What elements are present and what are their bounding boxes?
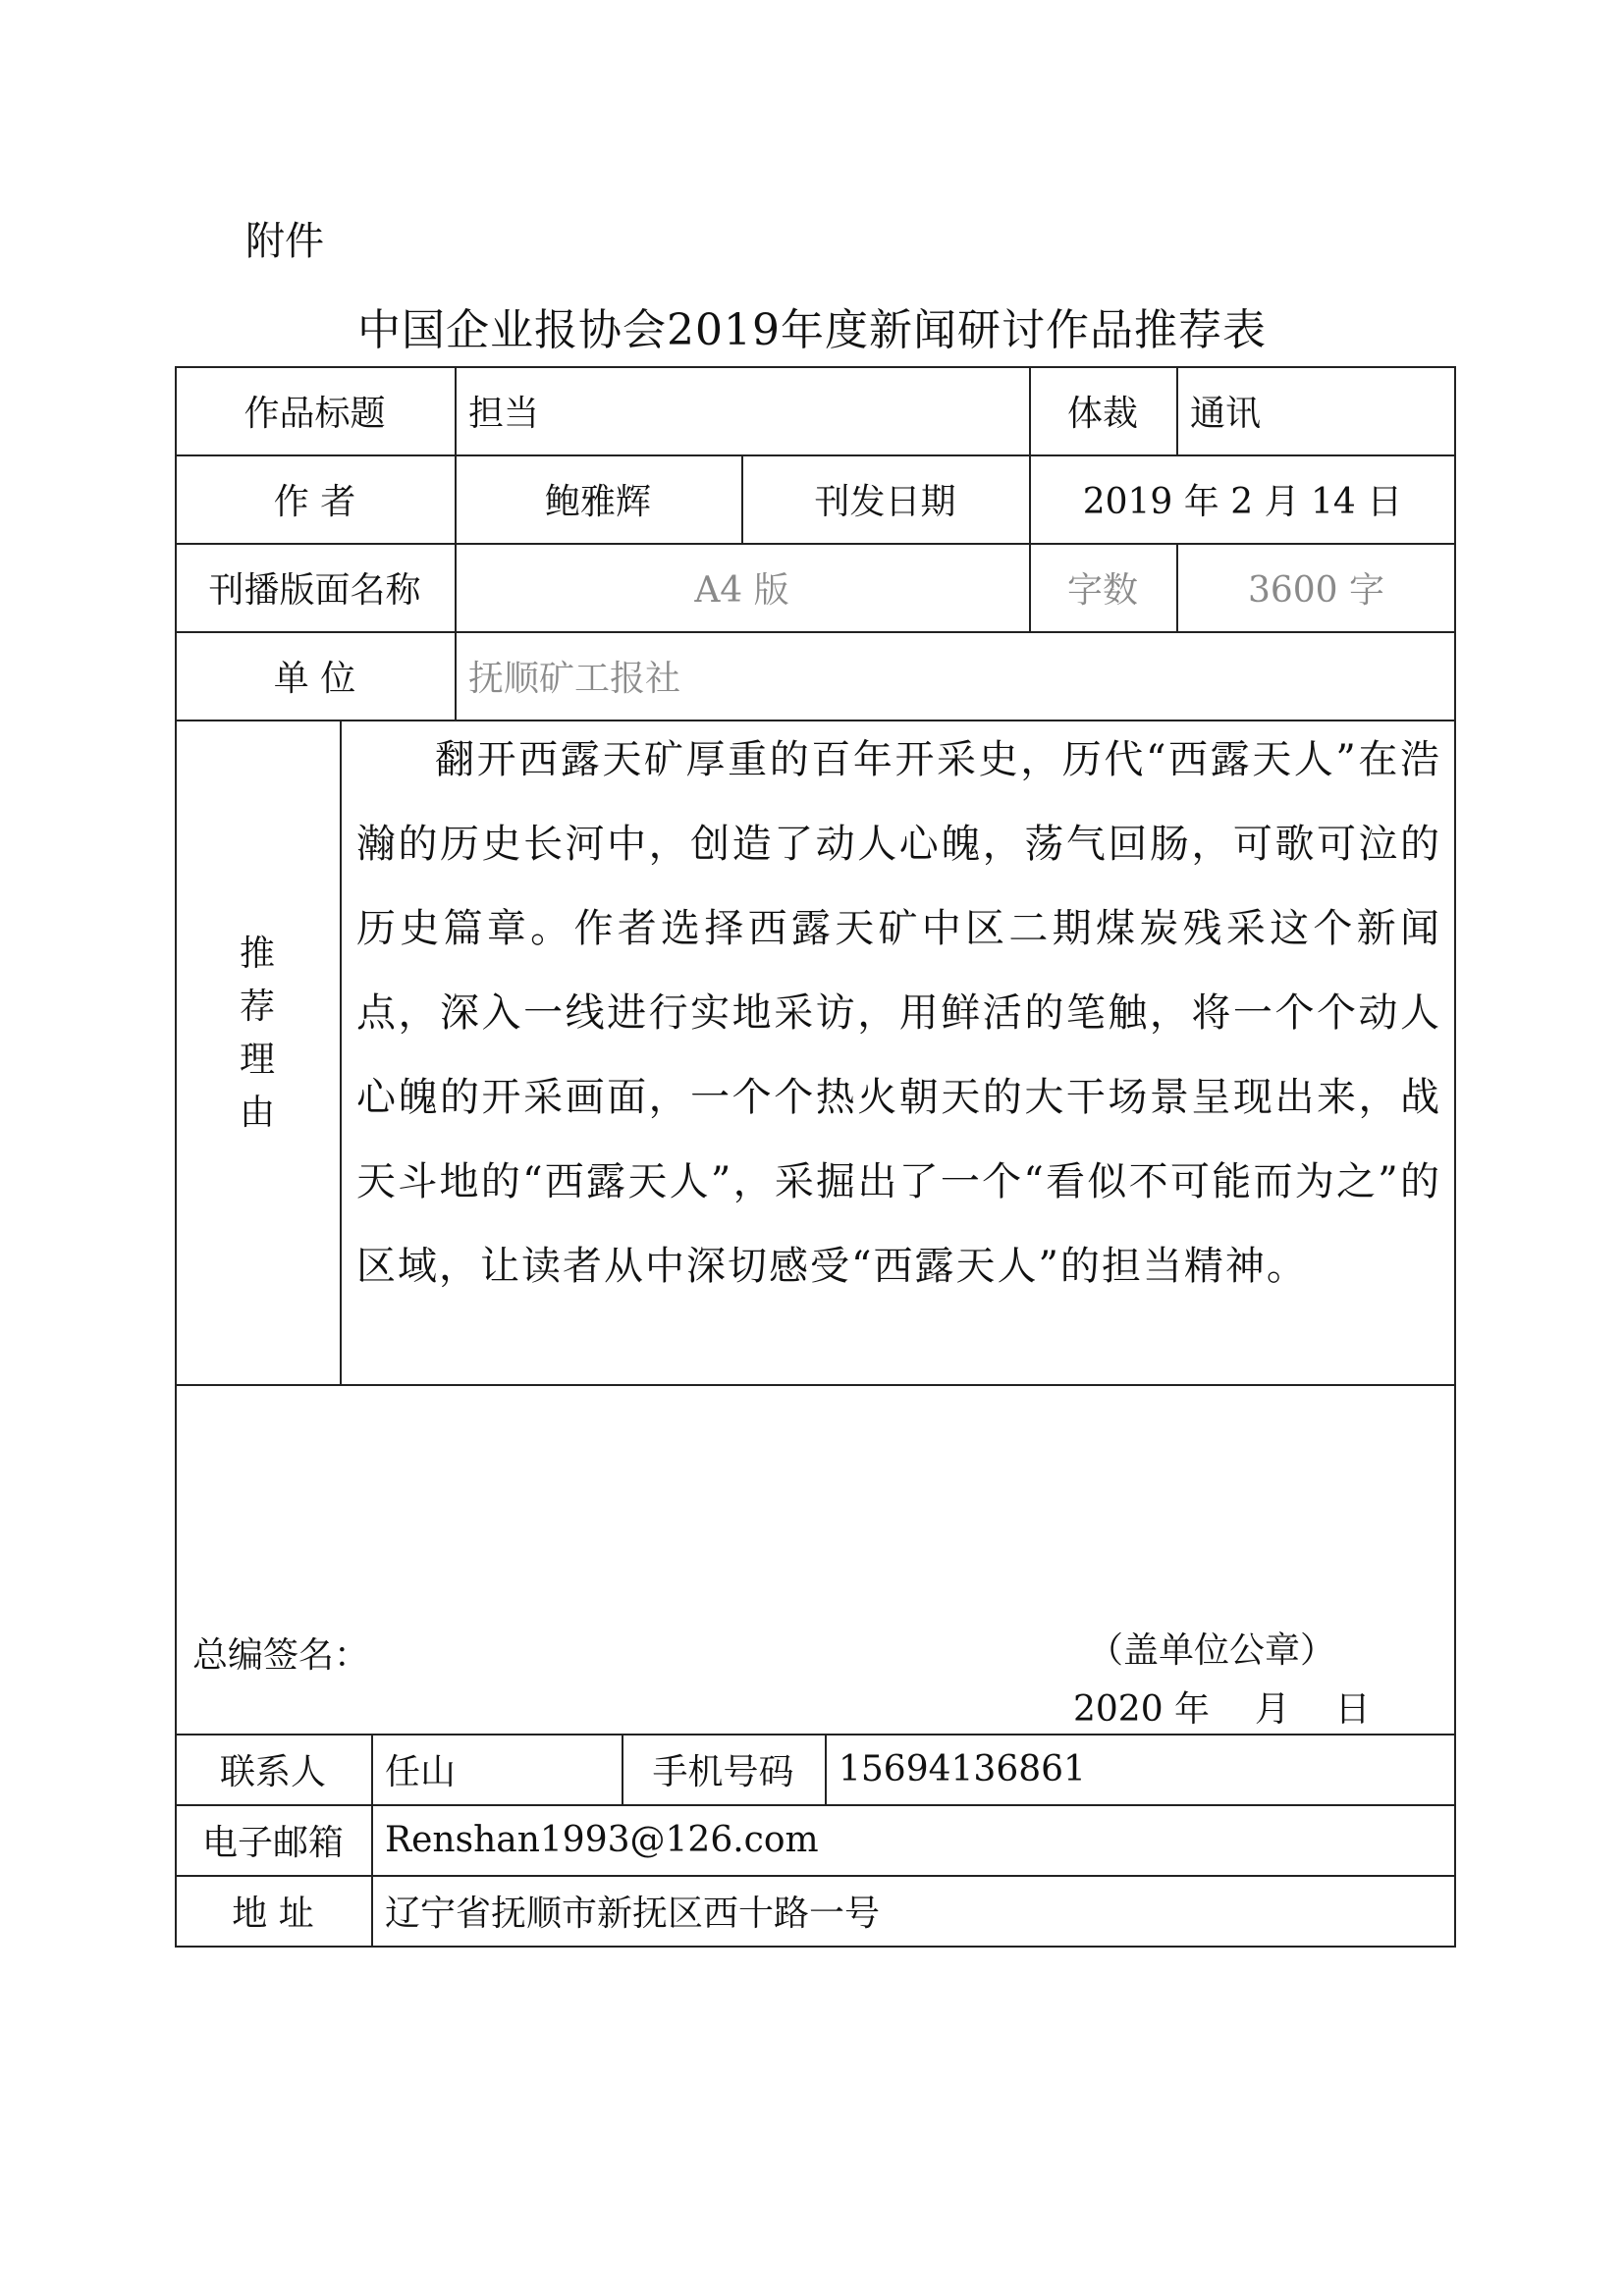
genre-value: 通讯 <box>1190 393 1262 434</box>
phone-value: 15694136861 <box>839 1748 1086 1789</box>
page-name-label: 刊播版面名称 <box>208 569 421 611</box>
attachment-label: 附件 <box>245 219 324 264</box>
author-label: 作 者 <box>273 481 356 522</box>
word-count-label: 字数 <box>1066 569 1138 611</box>
reason-label-char: 由 <box>239 1093 275 1133</box>
work-title-label: 作品标题 <box>244 393 386 434</box>
reason-label-char: 理 <box>239 1040 275 1080</box>
author-value: 鲍雅辉 <box>544 481 651 522</box>
contact-value: 任山 <box>385 1751 457 1792</box>
phone-label: 手机号码 <box>652 1751 794 1792</box>
form-title: 中国企业报协会2019年度新闻研讨作品推荐表 <box>357 305 1267 355</box>
work-title-value: 担当 <box>468 393 540 434</box>
email-label: 电子邮箱 <box>201 1822 344 1863</box>
pub-date-value: 2019 年 2 月 14 日 <box>1082 481 1403 522</box>
reason-label <box>175 928 340 1140</box>
page-name-value: A4 版 <box>694 569 789 611</box>
reason-text: 翻开西露天矿厚重的百年开采史，历代“西露天人”在浩瀚的历史长河中，创造了动人心魄，荡气回肠，可歌可泣的历史篇章。作者选择西露天矿中区二期煤炭残采这个新闻点，深入一线进行实地采访，用鲜活的笔触，将一个个动人心魄的开采画面，一个个热火朝天的大干场景呈现出来，战天斗地的“西露天人”，采掘出了一个“看似不可能而为之”的区域，让读者从中深切感受“西露天人”的担当精神。 <box>356 737 1441 1289</box>
reason-label-char: 荐 <box>239 987 275 1027</box>
email-value: Renshan1993@126.com <box>385 1819 819 1860</box>
recommendation-table <box>175 366 1456 1949</box>
unit-value: 抚顺矿工报社 <box>468 658 681 699</box>
reason-label-char: 推 <box>239 934 275 974</box>
seal-note: （盖单位公章） <box>1088 1630 1336 1671</box>
genre-label: 体裁 <box>1066 393 1138 434</box>
address-label: 地 址 <box>232 1893 314 1934</box>
editor-signature-label: 总编签名： <box>192 1635 370 1676</box>
word-count-value: 3600 字 <box>1247 569 1385 611</box>
pub-date-label: 刊发日期 <box>814 481 956 522</box>
unit-label: 单 位 <box>273 658 356 699</box>
contact-label: 联系人 <box>219 1751 326 1792</box>
address-value: 辽宁省抚顺市新抚区西十路一号 <box>385 1893 881 1934</box>
signature-date: 2020 年 月 日 <box>1073 1689 1371 1730</box>
